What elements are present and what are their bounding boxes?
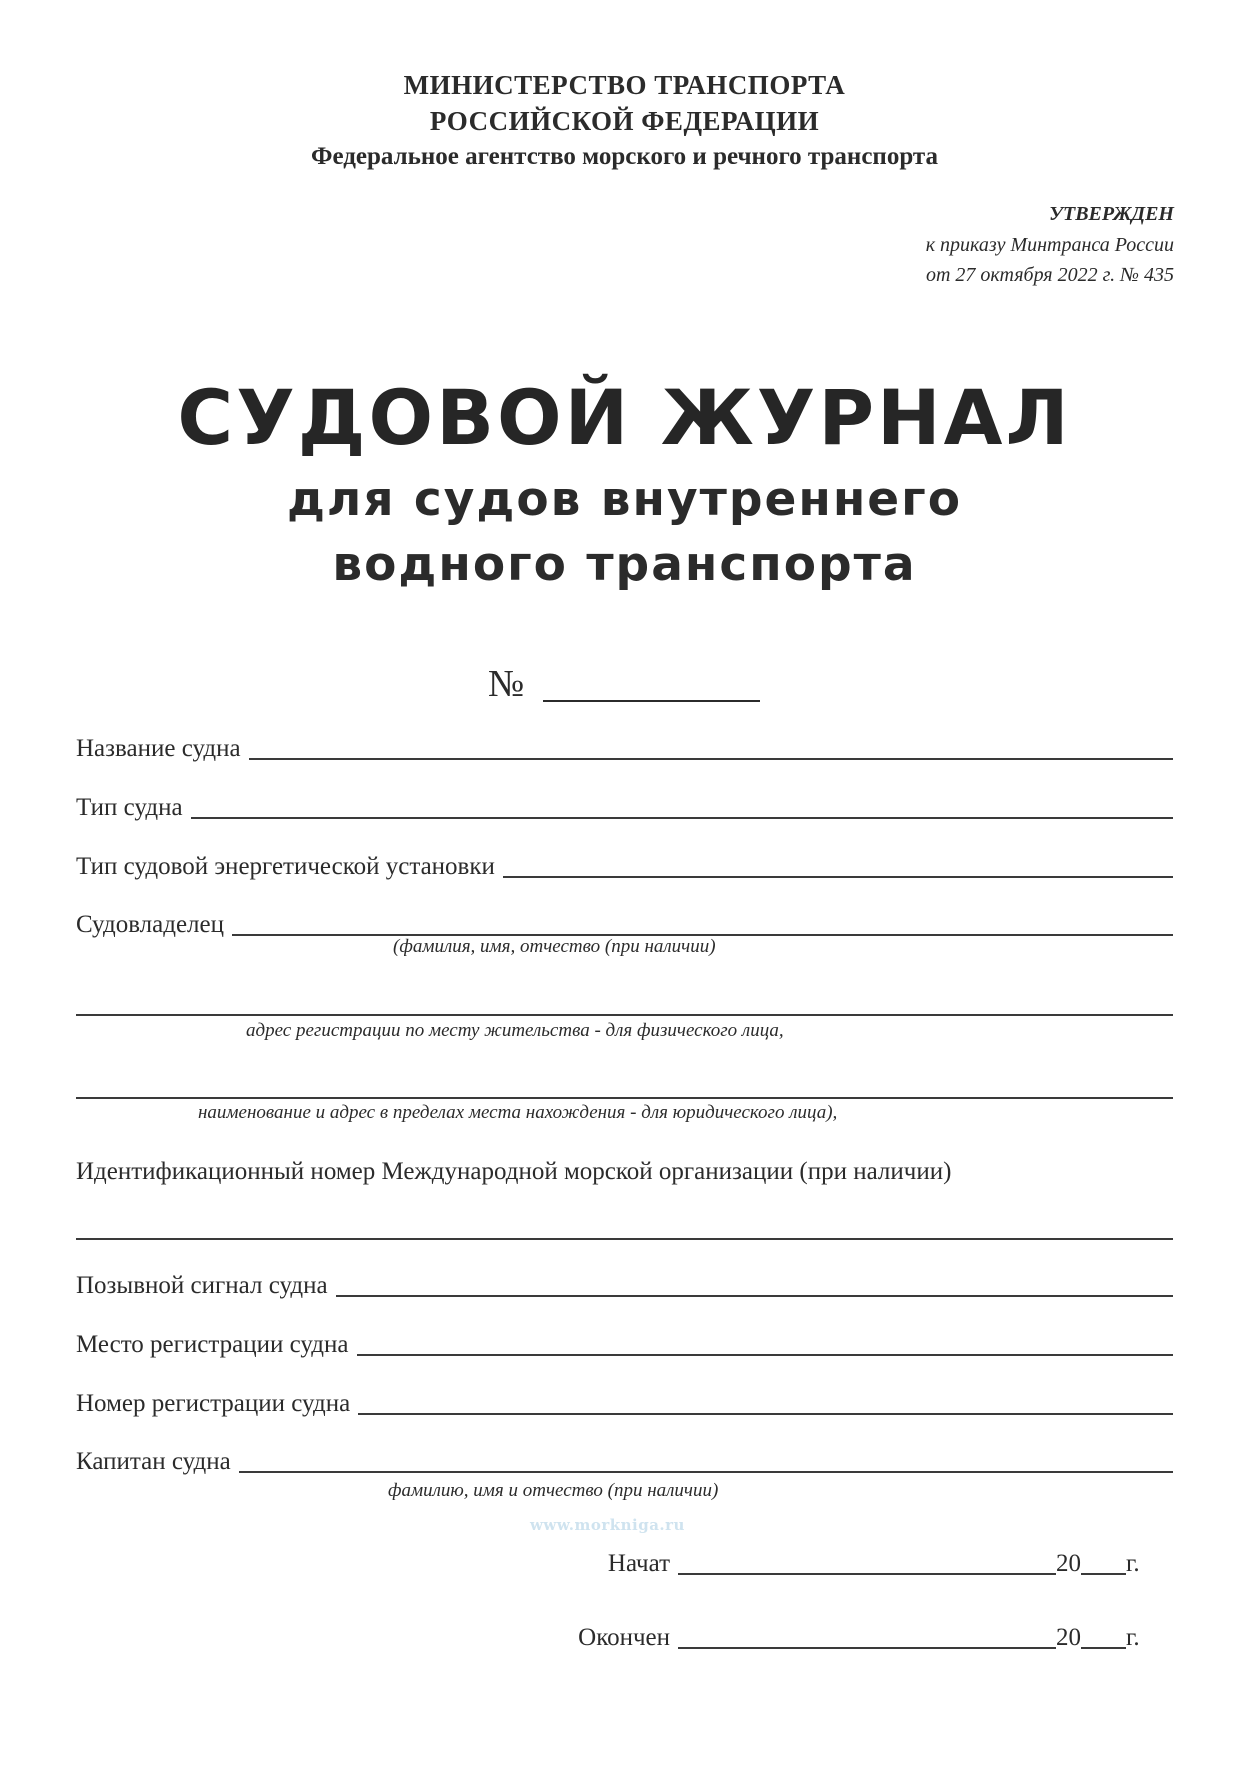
approved-date: от 27 октября 2022 г. № 435	[925, 264, 1174, 286]
reg-number-blank[interactable]	[358, 1413, 1173, 1415]
reg-number-label: Номер регистрации судна	[76, 1390, 351, 1417]
address-person-caption: адрес регистрации по месту жительства - для физического лица,	[246, 1020, 784, 1041]
power-plant-field[interactable]	[76, 848, 1173, 882]
started-field[interactable]	[550, 1545, 1173, 1579]
ministry-title: МИНИСТЕРСТВО ТРАНСПОРТА	[403, 70, 846, 100]
captain-label: Капитан судна	[76, 1448, 231, 1475]
finished-year-suffix: г.	[1126, 1624, 1140, 1651]
reg-place-label: Место регистрации судна	[76, 1331, 349, 1358]
address-blank-1[interactable]	[76, 1014, 1173, 1016]
reg-place-field[interactable]	[76, 1326, 1173, 1360]
number-blank[interactable]	[543, 700, 760, 702]
power-plant-blank[interactable]	[503, 876, 1173, 878]
call-sign-label: Позывной сигнал судна	[76, 1272, 328, 1299]
address-legal-caption: наименование и адрес в пределах места нахождения - для юридического лица),	[198, 1102, 838, 1123]
vessel-name-blank[interactable]	[249, 758, 1173, 760]
owner-field[interactable]	[76, 906, 1173, 940]
finished-date-blank[interactable]	[678, 1647, 1056, 1649]
number-label: №	[488, 663, 525, 705]
power-plant-label: Тип судовой энергетической установки	[76, 853, 495, 880]
captain-blank[interactable]	[239, 1471, 1173, 1473]
owner-label: Судовладелец	[76, 911, 225, 938]
reg-place-blank[interactable]	[357, 1354, 1174, 1356]
call-sign-blank[interactable]	[336, 1295, 1173, 1297]
started-label: Начат	[607, 1550, 670, 1577]
finished-field[interactable]	[550, 1619, 1173, 1653]
approved-label: УТВЕРЖДЕН	[1049, 203, 1174, 225]
watermark: www.morkniga.ru	[530, 1516, 685, 1534]
agency-title: Федеральное агентство морского и речного транспорта	[311, 143, 938, 170]
captain-field[interactable]	[76, 1443, 1173, 1477]
vessel-name-label: Название судна	[76, 735, 241, 762]
started-year-prefix: 20	[1056, 1550, 1081, 1577]
started-year-suffix: г.	[1126, 1550, 1140, 1577]
finished-label: Окончен	[578, 1624, 670, 1651]
approved-order: к приказу Минтранса России	[925, 234, 1174, 256]
finished-year-prefix: 20	[1056, 1624, 1081, 1651]
imo-blank[interactable]	[76, 1238, 1173, 1240]
vessel-type-field[interactable]	[76, 789, 1173, 823]
call-sign-field[interactable]	[76, 1267, 1173, 1301]
federation-title: РОССИЙСКОЙ ФЕДЕРАЦИИ	[429, 106, 820, 136]
finished-year-blank[interactable]	[1081, 1647, 1126, 1649]
started-year-blank[interactable]	[1081, 1573, 1126, 1575]
vessel-name-field[interactable]	[76, 730, 1173, 764]
started-date-blank[interactable]	[678, 1573, 1056, 1575]
vessel-type-label: Тип судна	[76, 794, 183, 821]
imo-label: Идентификационный номер Международной морской организации (при наличии)	[76, 1158, 952, 1185]
owner-caption: (фамилия, имя, отчество (при наличии)	[393, 936, 716, 957]
vessel-type-blank[interactable]	[191, 817, 1173, 819]
document-subtitle-1: для судов внутреннего	[286, 472, 963, 527]
document-subtitle-2: водного транспорта	[332, 537, 917, 592]
address-blank-2[interactable]	[76, 1097, 1173, 1099]
document-title: СУДОВОЙ ЖУРНАЛ	[177, 373, 1072, 462]
captain-caption: фамилию, имя и отчество (при наличии)	[388, 1480, 719, 1501]
reg-number-field[interactable]	[76, 1385, 1173, 1419]
